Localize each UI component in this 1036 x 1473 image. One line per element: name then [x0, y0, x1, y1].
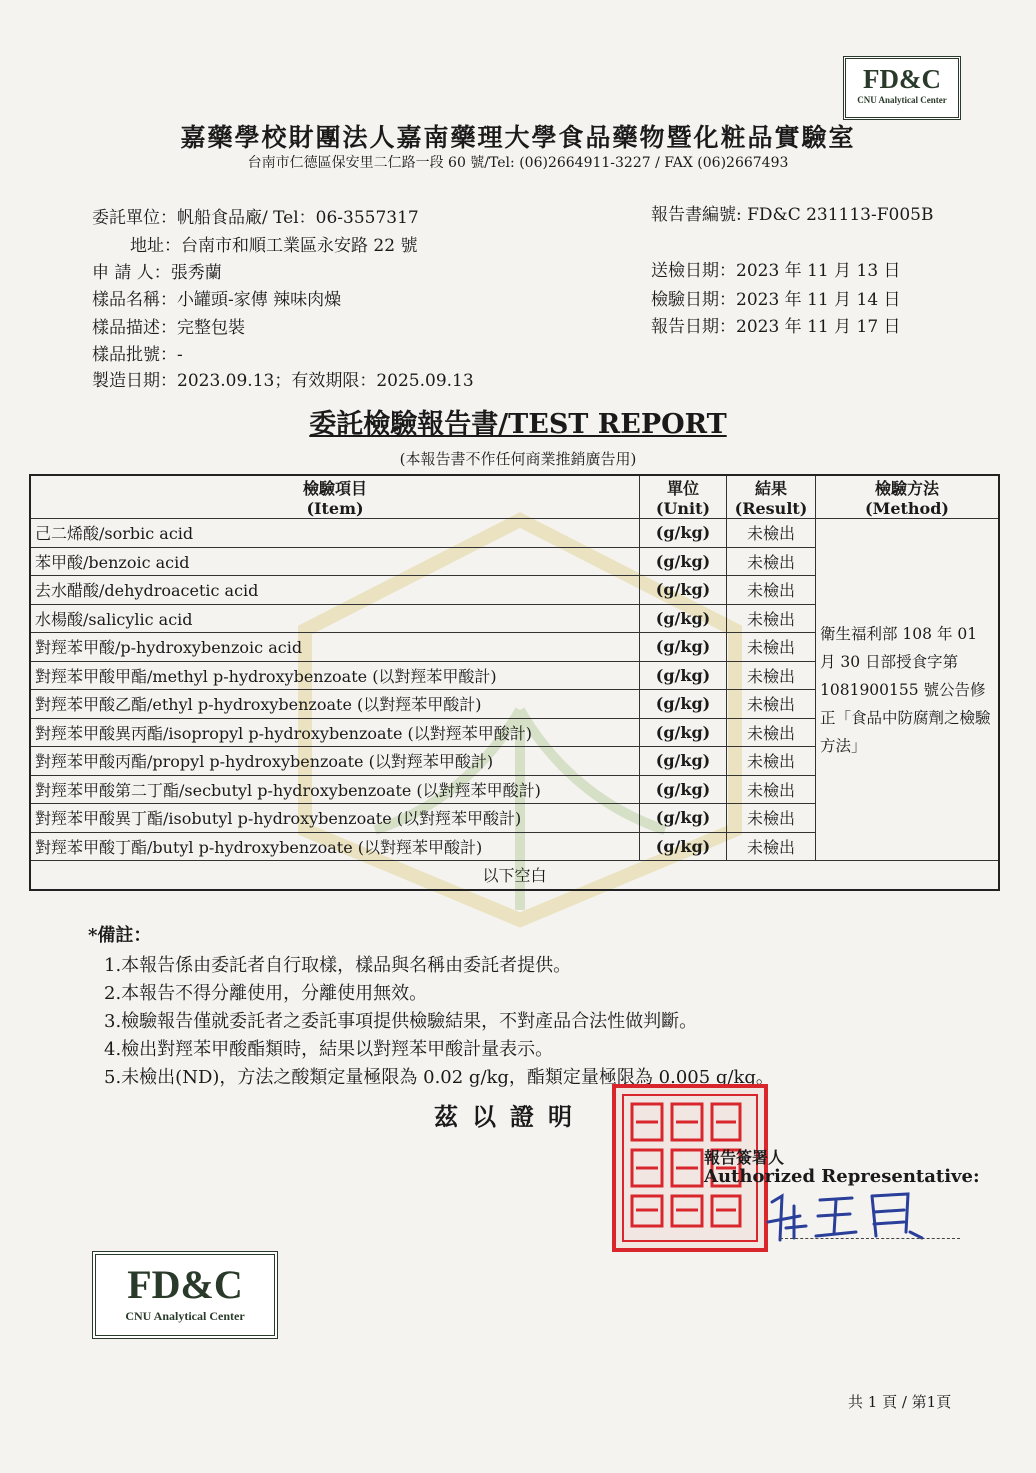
cell-item: 對羥苯甲酸異丙酯/isopropyl p-hydroxybenzoate (以對羥苯甲酸計): [30, 718, 640, 747]
cell-unit: (g/kg): [640, 775, 727, 804]
report-number: 報告書編號: FD&C 231113-F005B: [651, 205, 934, 225]
header-method: 檢驗方法 (Method): [816, 475, 1000, 519]
cell-result: 未檢出: [727, 633, 816, 662]
note-item: 3.檢驗報告僅就委託者之委託事項提供檢驗結果，不對產品合法性做判斷。: [104, 1011, 698, 1032]
manufacture-date: 製造日期：2023.09.13；有效期限：2025.09.13: [92, 371, 474, 391]
cell-result: 未檢出: [727, 519, 816, 548]
note-item: 5.未檢出(ND)，方法之酸類定量極限為 0.02 g/kg，酯類定量極限為 0.005 g/kg。: [104, 1067, 774, 1088]
table-header-row: [30, 475, 999, 519]
cell-item: 對羥苯甲酸/p-hydroxybenzoic acid: [30, 633, 640, 662]
note-item: 2.本報告不得分離使用，分離使用無效。: [104, 983, 428, 1004]
applicant: 申 請 人：張秀蘭: [92, 263, 222, 283]
test-date: 檢驗日期：2023 年 11 月 14 日: [651, 290, 901, 310]
lab-logo-top: [843, 56, 961, 120]
cell-item: 對羥苯甲酸第二丁酯/secbutyl p-hydroxybenzoate (以對羥苯甲酸計): [30, 775, 640, 804]
report-title: 委託檢驗報告書/TEST REPORT: [309, 409, 727, 440]
cell-unit: (g/kg): [640, 576, 727, 605]
header-result: 結果 (Result): [727, 475, 816, 519]
cell-result: 未檢出: [727, 804, 816, 833]
cell-result: 未檢出: [727, 747, 816, 776]
cell-unit: (g/kg): [640, 690, 727, 719]
logo-subtitle: CNU Analytical Center: [125, 1309, 245, 1323]
cell-item: 水楊酸/salicylic acid: [30, 604, 640, 633]
cell-unit: (g/kg): [640, 718, 727, 747]
cell-unit: (g/kg): [640, 519, 727, 548]
cell-unit: (g/kg): [640, 633, 727, 662]
certification-text: 茲以證明: [434, 1102, 586, 1131]
signatory-label-en: Authorized Representative:: [704, 1166, 980, 1187]
lab-name: 嘉藥學校財團法人嘉南藥理大學食品藥物暨化粧品實驗室: [180, 123, 856, 152]
note-item: 4.檢出對羥苯甲酸酯類時，結果以對羥苯甲酸計量表示。: [104, 1039, 554, 1060]
cell-unit: (g/kg): [640, 832, 727, 861]
header-item: 檢驗項目 (Item): [30, 475, 640, 519]
cell-result: 未檢出: [727, 690, 816, 719]
signature-line: [780, 1238, 960, 1239]
logo-subtitle: CNU Analytical Center: [857, 95, 947, 105]
lab-address: 台南市仁德區保安里二仁路一段 60 號/Tel: (06)2664911-3227 / FAX (06)2667493: [247, 155, 789, 171]
cell-unit: (g/kg): [640, 661, 727, 690]
report-subtitle: (本報告書不作任何商業推銷廣告用): [399, 450, 637, 468]
cell-result: 未檢出: [727, 832, 816, 861]
cell-item: 去水醋酸/dehydroacetic acid: [30, 576, 640, 605]
cell-item: 對羥苯甲酸異丁酯/isobutyl p-hydroxybenzoate (以對羥苯甲酸計): [30, 804, 640, 833]
cell-result: 未檢出: [727, 576, 816, 605]
handwritten-signature: [760, 1182, 940, 1244]
cell-item: 對羥苯甲酸丙酯/propyl p-hydroxybenzoate (以對羥苯甲酸計): [30, 747, 640, 776]
client-address: 地址：台南市和順工業區永安路 22 號: [130, 236, 418, 256]
cell-unit: (g/kg): [640, 804, 727, 833]
cell-item: 對羥苯甲酸丁酯/butyl p-hydroxybenzoate (以對羥苯甲酸計): [30, 832, 640, 861]
cell-item: 己二烯酸/sorbic acid: [30, 519, 640, 548]
page-number: 共 1 頁 / 第1頁: [848, 1393, 952, 1411]
cell-item: 苯甲酸/benzoic acid: [30, 547, 640, 576]
results-table: [29, 474, 1000, 891]
submit-date: 送檢日期：2023 年 11 月 13 日: [651, 261, 901, 281]
note-item: 1.本報告係由委託者自行取樣，樣品與名稱由委託者提供。: [104, 955, 572, 976]
header-unit: 單位 (Unit): [640, 475, 727, 519]
table-row: [30, 519, 999, 548]
cell-result: 未檢出: [727, 604, 816, 633]
cell-result: 未檢出: [727, 661, 816, 690]
sample-name: 樣品名稱：小罐頭-家傳 辣味肉燥: [92, 290, 342, 310]
table-blank-row: [30, 861, 999, 890]
cell-result: 未檢出: [727, 547, 816, 576]
report-date: 報告日期：2023 年 11 月 17 日: [651, 317, 901, 337]
notes-heading: *備註：: [88, 925, 152, 946]
cell-result: 未檢出: [727, 718, 816, 747]
sample-description: 樣品描述：完整包裝: [92, 318, 245, 338]
cell-result: 未檢出: [727, 775, 816, 804]
client-unit: 委託單位：帆船食品廠/ Tel：06-3557317: [92, 208, 419, 228]
cell-item: 對羥苯甲酸甲酯/methyl p-hydroxybenzoate (以對羥苯甲酸計): [30, 661, 640, 690]
cell-unit: (g/kg): [640, 604, 727, 633]
cell-unit: (g/kg): [640, 747, 727, 776]
cell-method: 衛生福利部 108 年 01 月 30 日部授食字第 1081900155 號公告修正「食品中防腐劑之檢驗方法」: [816, 519, 1000, 861]
logo-brand: FD&C: [863, 64, 941, 94]
cell-item: 對羥苯甲酸乙酯/ethyl p-hydroxybenzoate (以對羥苯甲酸計): [30, 690, 640, 719]
sample-batch: 樣品批號：-: [92, 345, 183, 365]
blank-note: 以下空白: [30, 861, 999, 890]
signatory-label-cn: 報告簽署人: [704, 1148, 785, 1167]
lab-logo-bottom: [92, 1251, 278, 1339]
cell-unit: (g/kg): [640, 547, 727, 576]
logo-brand: FD&C: [127, 1262, 243, 1307]
